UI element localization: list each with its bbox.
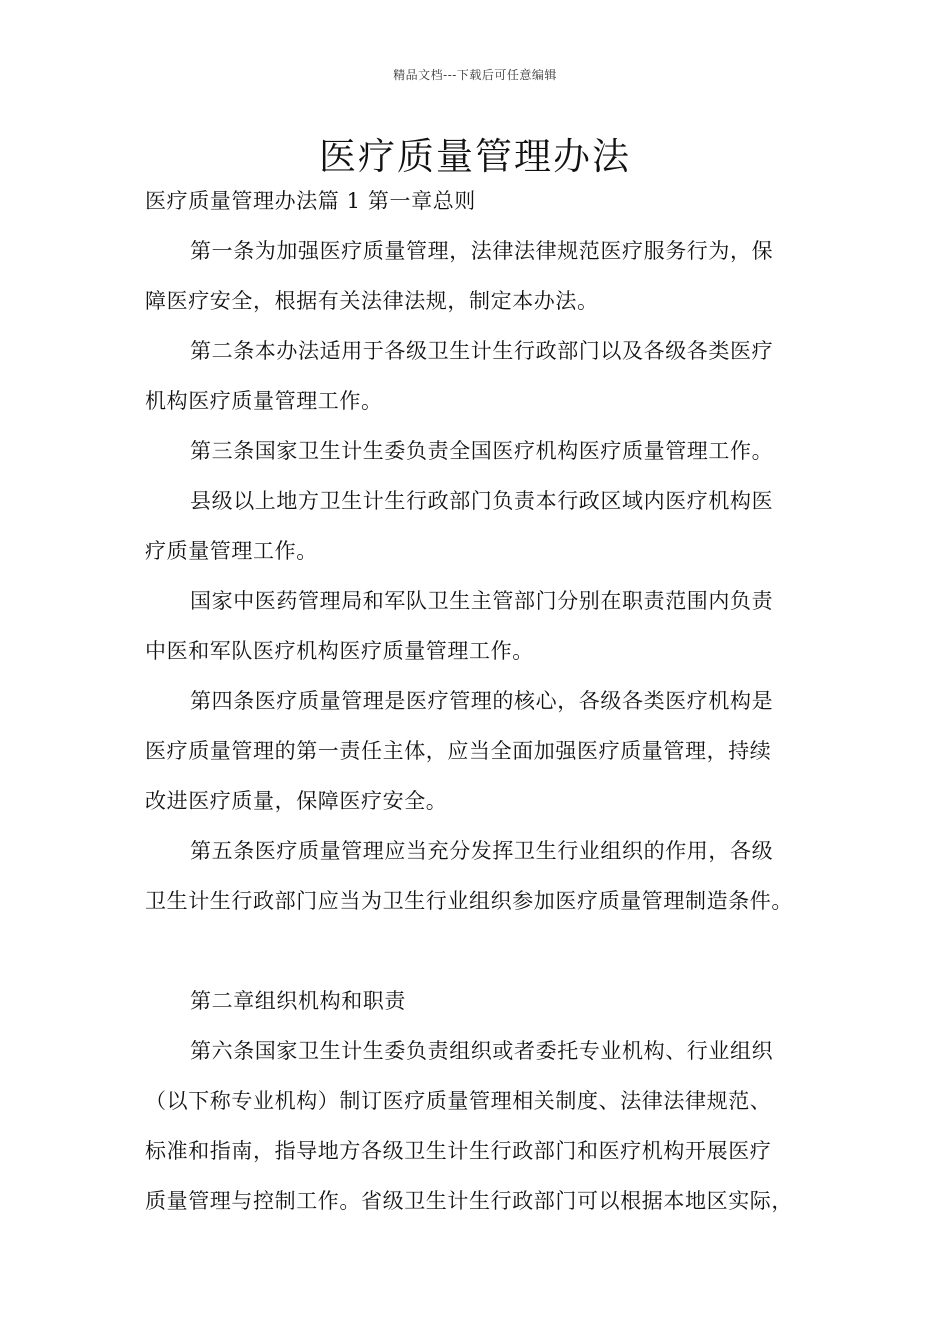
paragraph-line: 第一条为加强医疗质量管理，法律法律规范医疗服务行为，保 [190,239,774,263]
paragraph-line: 第四条医疗质量管理是医疗管理的核心，各级各类医疗机构是 [190,689,774,713]
paragraph-line: 第六条国家卫生计生委负责组织或者委托专业机构、行业组织 [190,1039,774,1063]
paragraph-line: 机构医疗质量管理工作。 [145,389,383,413]
paragraph-line: 障医疗安全，根据有关法律法规，制定本办法。 [145,289,599,313]
document-title: 医疗质量管理办法 [319,135,631,178]
subtitle-line: 医疗质量管理办法篇 1 第一章总则 [145,189,476,213]
paragraph-line: 第三条国家卫生计生委负责全国医疗机构医疗质量管理工作。 [190,439,774,463]
paragraph-line: 第五条医疗质量管理应当充分发挥卫生行业组织的作用，各级 [190,839,774,863]
paragraph-line: （以下称专业机构）制订医疗质量管理相关制度、法律法律规范、 [145,1089,772,1113]
paragraph-line: 标准和指南，指导地方各级卫生计生行政部门和医疗机构开展医疗 [145,1139,772,1163]
chapter-heading: 第二章组织机构和职责 [190,989,406,1013]
paragraph-line: 质量管理与控制工作。省级卫生计生行政部门可以根据本地区实际， [145,1189,793,1213]
paragraph-line: 医疗质量管理的第一责任主体，应当全面加强医疗质量管理，持续 [145,739,772,763]
header-note: 精品文档---下载后可任意编辑 [393,68,557,82]
paragraph-line: 改进医疗质量，保障医疗安全。 [145,789,448,813]
paragraph-line: 中医和军队医疗机构医疗质量管理工作。 [145,639,534,663]
paragraph-line: 第二条本办法适用于各级卫生计生行政部门以及各级各类医疗 [190,339,774,363]
paragraph-line: 卫生计生行政部门应当为卫生行业组织参加医疗质量管理制造条件。 [145,889,793,913]
paragraph-line: 县级以上地方卫生计生行政部门负责本行政区域内医疗机构医 [190,489,774,513]
paragraph-line: 国家中医药管理局和军队卫生主管部门分别在职责范围内负责 [190,589,774,613]
paragraph-line: 疗质量管理工作。 [145,539,318,563]
